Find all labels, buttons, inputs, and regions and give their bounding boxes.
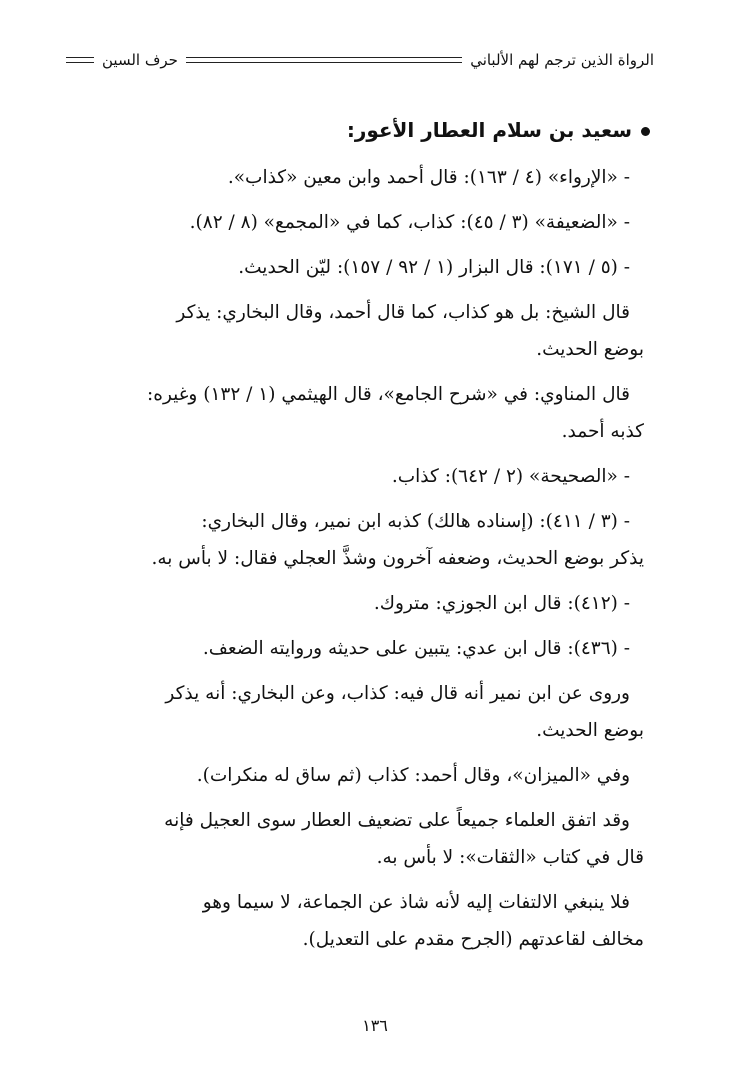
- page-number: ١٣٦: [362, 1016, 388, 1035]
- paragraph-conclusion: [58, 884, 644, 958]
- header-chapter-title: حرف السين: [102, 51, 178, 69]
- paragraph-line: قال المناوي: في «شرح الجامع»، قال الهيثمي (١ / ١٣٢) وغيره:: [147, 384, 630, 405]
- paragraph-line: فلا ينبغي الالتفات إليه لأنه شاذ عن الجماعة، لا سيما وهو: [202, 892, 630, 913]
- paragraph-shaykh: [58, 294, 644, 368]
- paragraph-line: مخالف لقاعدتهم (الجرح مقدم على التعديل).: [302, 929, 644, 950]
- bullet-icon: [641, 127, 650, 136]
- citation-line-sahiha: - «الصحيحة» (٢ / ٦٤٢): كذاب.: [391, 466, 630, 487]
- paragraph-line: قال الشيخ: بل هو كذاب، كما قال أحمد، وقال البخاري: يذكر: [176, 302, 630, 323]
- citation-line-171: - (٥ / ١٧١): قال البزار (١ / ٩٢ / ١٥٧): ليّن الحديث.: [238, 257, 630, 278]
- header-rule: [186, 57, 462, 63]
- citation-line-412: - (٤١٢): قال ابن الجوزي: متروك.: [373, 593, 630, 614]
- citation-line-irwa: - «الإرواء» (٤ / ١٦٣): قال أحمد وابن معين «كذاب».: [227, 167, 630, 188]
- entry-heading: [58, 112, 644, 149]
- citation-line-436: - (٤٣٦): قال ابن عدي: يتبين على حديثه وروايته الضعف.: [202, 638, 630, 659]
- paragraph-mizan: وفي «الميزان»، وقال أحمد: كذاب (ثم ساق له منكرات).: [196, 765, 630, 786]
- paragraph-ibn-numayr: [58, 675, 644, 749]
- running-header: [58, 44, 654, 76]
- paragraph-line: بوضع الحديث.: [536, 720, 644, 741]
- paragraph-line: بوضع الحديث.: [536, 339, 644, 360]
- paragraph-411: [58, 503, 644, 577]
- header-rule-end: [66, 57, 94, 63]
- paragraph-line: يذكر بوضع الحديث، وضعفه آخرون وشذَّ العجلي فقال: لا بأس به.: [151, 548, 644, 569]
- paragraph-line: - (٣ / ٤١١): (إسناده هالك) كذبه ابن نمير، وقال البخاري:: [201, 511, 630, 532]
- paragraph-line: قال في كتاب «الثقات»: لا بأس به.: [376, 847, 644, 868]
- paragraph-line: كذبه أحمد.: [561, 421, 644, 442]
- paragraph-line: وروى عن ابن نمير أنه قال فيه: كذاب، وعن البخاري: أنه يذكر: [165, 683, 630, 704]
- page-content: [58, 112, 644, 966]
- paragraph-line: وقد اتفق العلماء جميعاً على تضعيف العطار سوى العجيل فإنه: [164, 810, 630, 831]
- entry-heading-text: سعيد بن سلام العطار الأعور:: [346, 118, 632, 142]
- paragraph-munawi: [58, 376, 644, 450]
- citation-line-daifa: - «الضعيفة» (٣ / ٤٥): كذاب، كما في «المجمع» (٨ / ٨٢).: [189, 212, 630, 233]
- paragraph-consensus: [58, 802, 644, 876]
- header-book-title: الرواة الذين ترجم لهم الألباني: [470, 51, 654, 69]
